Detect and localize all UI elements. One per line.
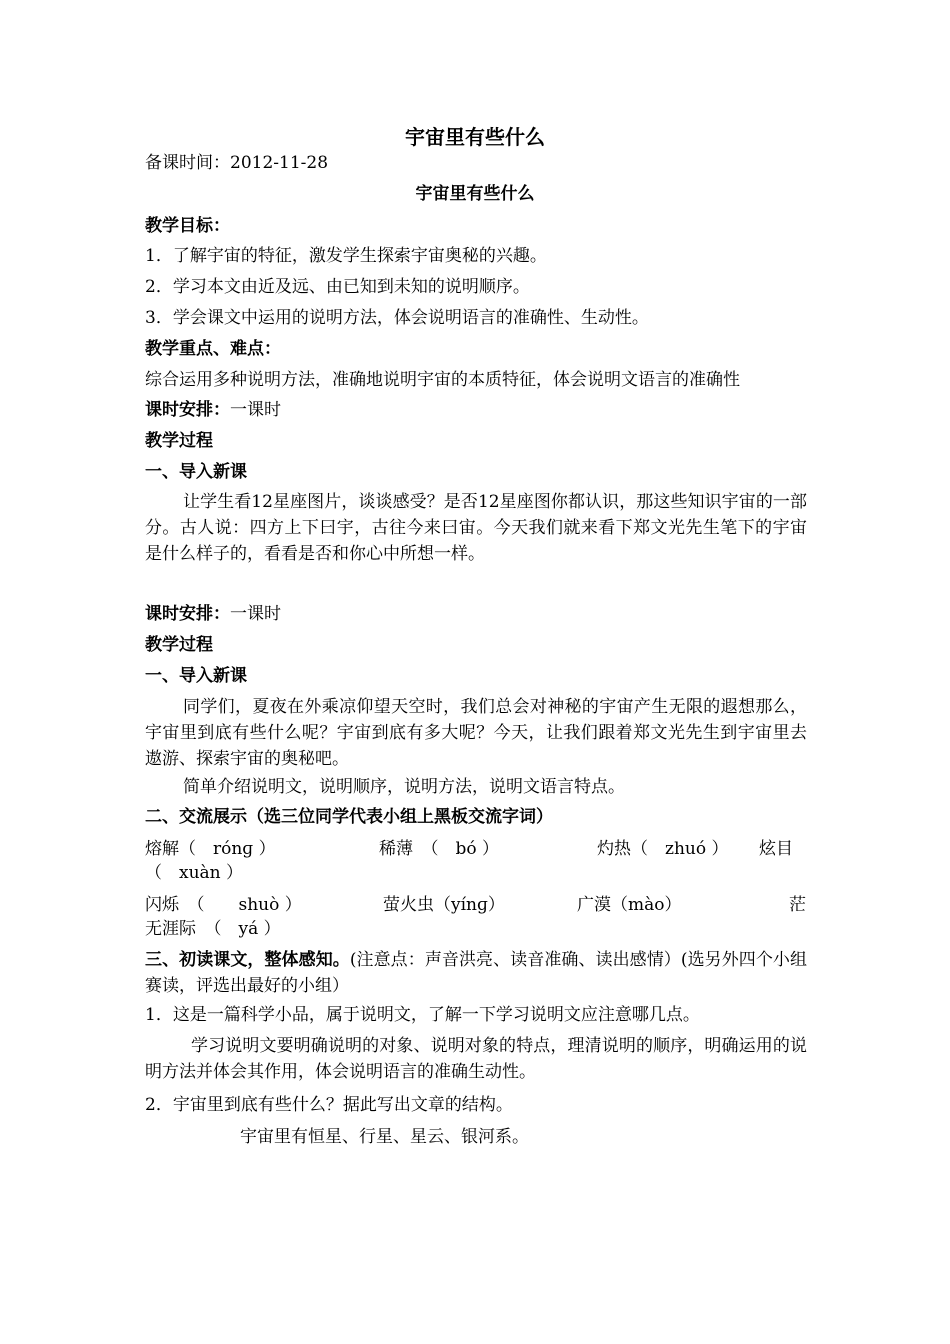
word-item: 无涯际 （ yá ） — [145, 919, 281, 939]
word-item: 闪烁 （ shuò ） — [145, 895, 302, 915]
question-item: 2．宇宙里到底有些什么？据此写出文章的结构。 — [145, 1095, 513, 1115]
schedule-value: 一课时 — [230, 400, 281, 420]
goals-heading: 教学目标： — [145, 216, 230, 236]
answer-text: 宇宙里有恒星、行星、星云、银河系。 — [240, 1127, 529, 1147]
word-item: 炫目 — [759, 839, 793, 859]
word-item: 广漠（mào） — [577, 895, 682, 915]
word-item: 茫 — [789, 895, 806, 915]
word-item: 萤火虫（yínɡ） — [383, 895, 505, 915]
key-points-heading: 教学重点、难点： — [145, 339, 281, 359]
question-item: 1．这是一篇科学小品，属于说明文，了解一下学习说明文应注意哪几点。 — [145, 1005, 700, 1025]
goal-item: 3．学会课文中运用的说明方法，体会说明语言的准确性、生动性。 — [145, 308, 649, 328]
answer-paragraph: 学习说明文要明确说明的对象、说明对象的特点，理清说明的顺序，明确运用的说明方法并体会其作用，体会说明语言的准确生动性。 — [145, 1036, 807, 1082]
key-points-text: 综合运用多种说明方法，准确地说明宇宙的本质特征，体会说明文语言的准确性 — [145, 370, 740, 390]
reading-paragraph — [145, 947, 807, 999]
schedule-line — [145, 399, 281, 421]
process-heading: 教学过程 — [145, 635, 213, 655]
reading-heading: 三、初读课文，整体感知。 — [145, 950, 350, 970]
word-item: 灼热（ zhuó ） — [597, 839, 729, 859]
schedule-line — [145, 603, 281, 625]
word-item: 稀薄 （ bó ） — [379, 839, 500, 859]
reading-note: (注意点：声音洪亮、读音准确、读出感情）(选另外四个小组赛读，评选出最好的小组） — [145, 950, 808, 996]
word-item: 熔解（ rónɡ ） — [145, 839, 276, 859]
schedule-label: 课时安排： — [145, 400, 230, 420]
intro-paragraph: 同学们，夏夜在外乘凉仰望天空时，我们总会对神秘的宇宙产生无限的遐想那么，宇宙里到底有些什么呢？宇宙到底有多大呢？今天，让我们跟着郑文光先生到宇宙里去遨游、探索宇宙的奥秘吧。 — [145, 697, 807, 769]
word-item: （ xuàn ） — [145, 863, 244, 883]
process-heading: 教学过程 — [145, 431, 213, 451]
schedule-label: 课时安排： — [145, 604, 230, 624]
goal-item: 1．了解宇宙的特征，激发学生探索宇宙奥秘的兴趣。 — [145, 246, 547, 266]
intro-heading: 一、导入新课 — [145, 666, 247, 686]
exchange-heading: 二、交流展示（选三位同学代表小组上黑板交流字词） — [145, 807, 553, 827]
schedule-value: 一课时 — [230, 604, 281, 624]
intro-heading: 一、导入新课 — [145, 462, 247, 482]
intro-paragraph: 简单介绍说明文，说明顺序，说明方法，说明文语言特点。 — [183, 777, 625, 797]
intro-paragraph: 让学生看12星座图片，谈谈感受？是否12星座图你都认识，那这些知识宇宙的一部分。古人说：四方上下曰宇，古往今来曰宙。今天我们就来看下郑文光先生笔下的宇宙是什么样子的，看看是否和你心中所想一样。 — [145, 492, 807, 564]
lesson-subtitle: 宇宙里有些什么 — [415, 184, 535, 204]
goal-item: 2．学习本文由近及远、由已知到未知的说明顺序。 — [145, 277, 530, 297]
document-title: 宇宙里有些什么 — [405, 125, 545, 149]
prep-time: 备课时间：2012-11-28 — [145, 153, 329, 173]
